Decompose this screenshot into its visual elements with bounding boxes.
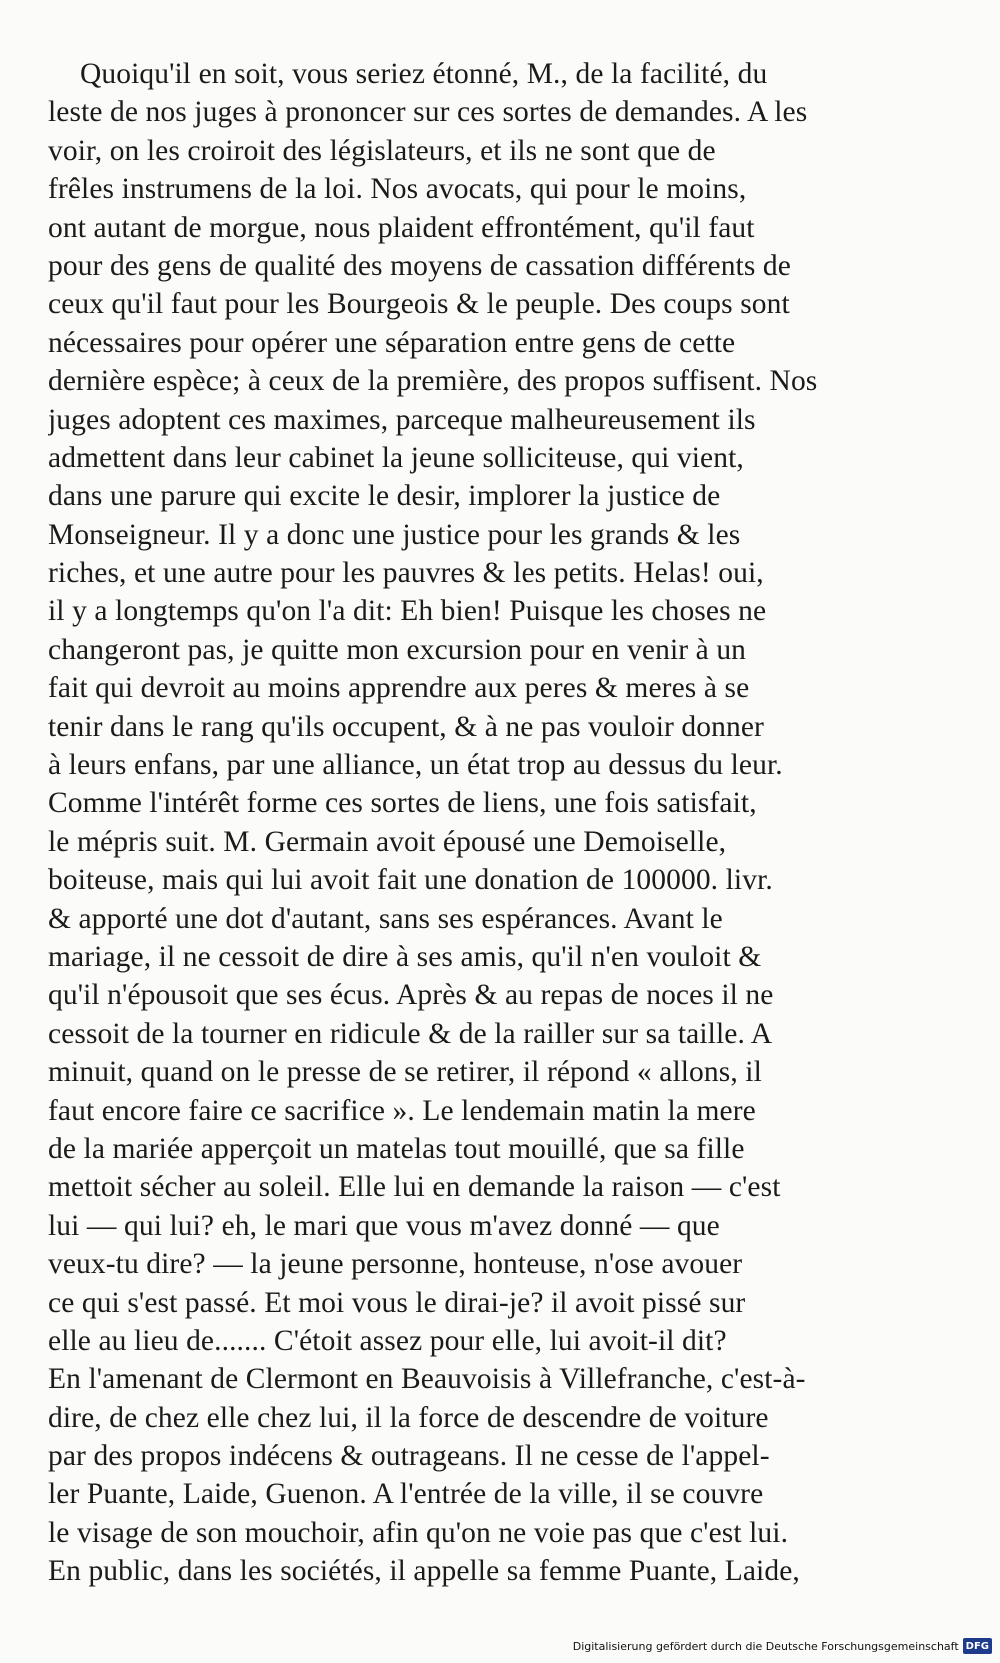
text-line: frêles instrumens de la loi. Nos avocats, qui pour le moins, [48,173,747,206]
text-line: faut encore faire ce sacrifice ». Le lendemain matin la mere [48,1094,756,1127]
text-line: & apporté une dot d'autant, sans ses espérances. Avant le [48,902,723,935]
body-text [48,55,938,1591]
text-line: par des propos indécens & outrageans. Il ne cesse de l'appel- [48,1440,770,1473]
text-line: dernière espèce; à ceux de la première, des propos suffisent. Nos [48,365,818,398]
text-line: Monseigneur. Il y a donc une justice pour les grands & les [48,518,741,551]
text-line: lui — qui lui? eh, le mari que vous m'avez donné — que [48,1209,720,1242]
text-line: admettent dans leur cabinet la jeune solliciteuse, qui vient, [48,441,744,474]
text-line: veux-tu dire? — la jeune personne, honteuse, n'ose avouer [48,1248,743,1281]
text-line: dire, de chez elle chez lui, il la force de descendre de voiture [48,1401,769,1434]
text-line: riches, et une autre pour les pauvres & les petits. Helas! oui, [48,557,764,590]
text-line: qu'il n'épousoit que ses écus. Après & au repas de noces il ne [48,979,774,1012]
text-line: il y a longtemps qu'on l'a dit: Eh bien! Puisque les choses ne [48,595,767,628]
text-line: cessoit de la tourner en ridicule & de la railler sur sa taille. A [48,1017,773,1050]
text-line: tenir dans le rang qu'ils occupent, & à ne pas vouloir donner [48,710,764,743]
text-line: ce qui s'est passé. Et moi vous le dirai-je? il avoit pissé sur [48,1286,746,1319]
text-line: dans une parure qui excite le desir, implorer la justice de [48,480,721,513]
digitization-credit [573,1637,992,1655]
text-line: changeront pas, je quitte mon excursion pour en venir à un [48,633,747,666]
text-line: de la mariée apperçoit un matelas tout mouillé, que sa fille [48,1132,745,1165]
text-line: à leurs enfans, par une alliance, un état trop au dessus du leur. [48,749,783,782]
text-line: le visage de son mouchoir, afin qu'on ne voie pas que c'est lui. [48,1516,789,1549]
text-line: En public, dans les sociétés, il appelle sa femme Puante, Laide, [48,1555,800,1588]
text-line: mariage, il ne cessoit de dire à ses amis, qu'il n'en vouloit & [48,940,762,973]
text-line: leste de nos juges à prononcer sur ces sortes de demandes. A les [48,96,808,129]
text-line: ont autant de morgue, nous plaident effrontément, qu'il faut [48,211,755,244]
text-line: Comme l'intérêt forme ces sortes de liens, une fois satisfait, [48,787,757,820]
dfg-logo-icon: DFG [963,1638,992,1654]
text-line: mettoit sécher au soleil. Elle lui en demande la raison — c'est [48,1171,781,1204]
credit-text: Digitalisierung gefördert durch die Deutsche Forschungsgemeinschaft [572,1639,959,1653]
text-line: juges adoptent ces maximes, parceque malheureusement ils [48,403,756,436]
text-line: fait qui devroit au moins apprendre aux peres & meres à se [48,672,750,705]
text-line: ler Puante, Laide, Guenon. A l'entrée de la ville, il se couvre [48,1478,764,1511]
text-line: En l'amenant de Clermont en Beauvoisis à Villefranche, c'est-à- [48,1363,806,1396]
text-line: elle au lieu de....... C'étoit assez pour elle, lui avoit-il dit? [48,1324,727,1357]
text-line: Quoiqu'il en soit, vous seriez étonné, M., de la facilité, du [80,58,768,90]
text-line: nécessaires pour opérer une séparation entre gens de cette [48,326,736,359]
text-line: boiteuse, mais qui lui avoit fait une donation de 100000. livr. [48,864,773,897]
text-line: minuit, quand on le presse de se retirer, il répond « allons, il [48,1056,762,1089]
text-line: le mépris suit. M. Germain avoit épousé une Demoiselle, [48,825,727,858]
text-line: pour des gens de qualité des moyens de cassation différents de [48,249,791,282]
text-line: ceux qu'il faut pour les Bourgeois & le peuple. Des coups sont [48,288,790,321]
text-line: voir, on les croiroit des législateurs, et ils ne sont que de [48,134,716,167]
